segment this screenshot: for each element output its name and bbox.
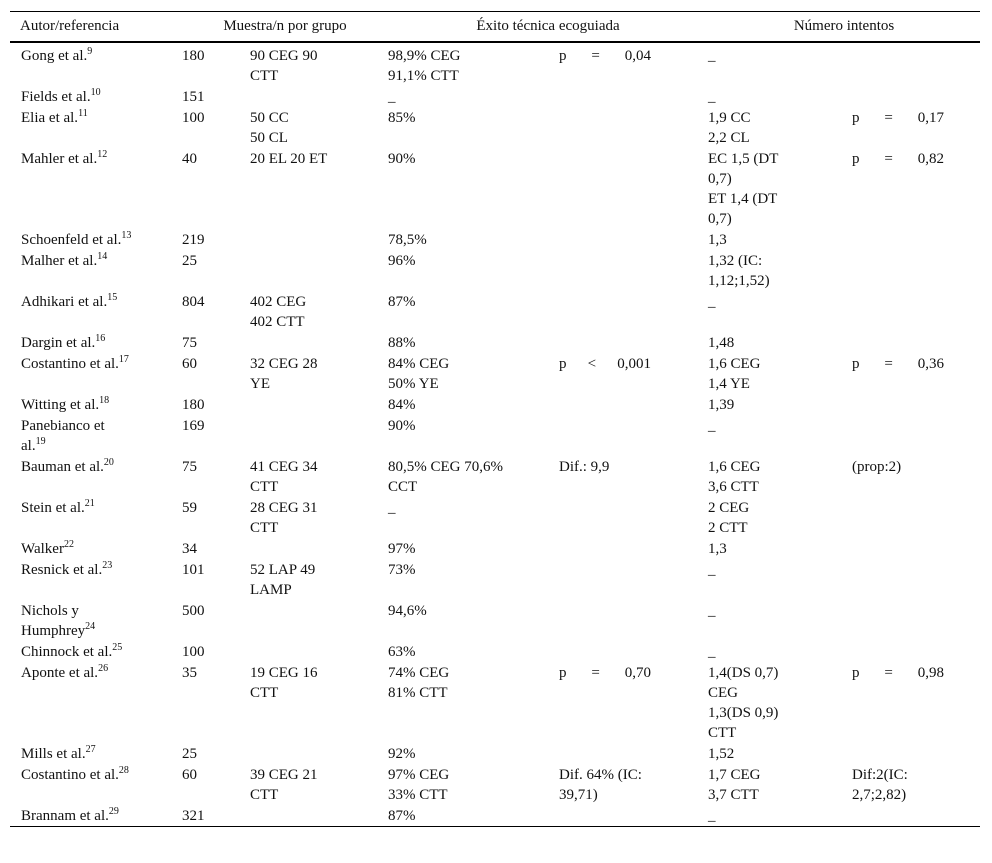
header-attempts: Número intentos: [708, 12, 980, 43]
success-cell: 84%: [388, 397, 416, 413]
studies-table: [10, 11, 980, 827]
success-stat-p-value: 0,04: [624, 48, 651, 64]
table-row: [10, 250, 980, 291]
author-name: Mills et al.: [21, 746, 86, 762]
sample-size-cell: 35: [182, 665, 197, 681]
attempts-cell: 1,3: [708, 541, 727, 557]
success-stat-cell: [559, 148, 708, 229]
table-row: [10, 229, 980, 250]
success-cell: 87%: [388, 805, 559, 827]
groups-cell: [250, 415, 388, 456]
success-stat-p-label: p: [559, 356, 567, 372]
attempts-stat-p-value: 0,36: [917, 356, 945, 372]
attempts-stat-p-label: p: [852, 151, 860, 167]
success-stat-cell: [559, 497, 708, 538]
sample-size-cell: 25: [182, 253, 197, 269]
attempts-cell: EC 1,5 (DT 0,7) ET 1,4 (DT 0,7): [708, 151, 779, 227]
sample-size-cell: 101: [182, 562, 205, 578]
success-stat-cell: [559, 332, 708, 353]
sample-size-cell: 75: [182, 335, 197, 351]
table-row: [10, 332, 980, 353]
author-cell: [10, 641, 182, 662]
table-row: [10, 107, 980, 148]
attempts-stat-pvalue: [852, 354, 944, 374]
attempts-stat-cell: [852, 229, 980, 250]
sample-size-cell: 34: [182, 541, 197, 557]
header-sample: Muestra/n por grupo: [182, 12, 388, 43]
groups-cell: 39 CEG 21 CTT: [250, 767, 318, 803]
table-row: [10, 456, 980, 497]
success-cell: 96%: [388, 253, 416, 269]
groups-cell: 52 LAP 49 LAMP: [250, 562, 316, 598]
author-cell: [10, 662, 182, 743]
reference-number: 17: [118, 354, 129, 365]
reference-number: 28: [118, 765, 129, 776]
sample-size-cell: 804: [182, 294, 205, 310]
author-name: Mahler et al.: [21, 151, 98, 167]
reference-number: 15: [107, 292, 118, 303]
author-cell: [10, 497, 182, 538]
attempts-stat-p-label: p: [852, 356, 860, 372]
attempts-cell: _: [708, 644, 716, 660]
author-name: Brannam et al.: [21, 808, 109, 824]
author-cell: [10, 743, 182, 764]
table-row: [10, 86, 980, 107]
reference-number: 12: [97, 149, 108, 160]
reference-number: 20: [103, 457, 114, 468]
attempts-stat-cell: [852, 415, 980, 456]
success-stat-pvalue: [559, 46, 651, 66]
success-cell: 97% CEG 33% CTT: [388, 767, 450, 803]
reference-number: 25: [112, 642, 123, 653]
author-name: Malher et al.: [21, 253, 98, 269]
attempts-stat-cell: [852, 86, 980, 107]
reference-number: 21: [84, 498, 95, 509]
attempts-stat-cell: [852, 641, 980, 662]
success-cell: 97%: [388, 541, 416, 557]
sample-size-cell: 25: [182, 746, 197, 762]
success-stat-cell: [559, 600, 708, 641]
reference-number: 27: [85, 744, 96, 755]
attempts-stat-cell: [852, 497, 980, 538]
success-cell: 78,5%: [388, 232, 427, 248]
success-stat-pvalue: [559, 354, 651, 374]
sample-size-cell: 59: [182, 500, 197, 516]
attempts-stat-cell: [852, 662, 980, 743]
success-cell: _: [388, 89, 396, 105]
author-name: Costantino et al.: [21, 356, 119, 372]
table-row: [10, 743, 980, 764]
author-cell: [10, 86, 182, 107]
reference-number: 18: [99, 395, 110, 406]
table-row: [10, 497, 980, 538]
sample-size-cell: 100: [182, 644, 205, 660]
reference-number: 14: [97, 251, 108, 262]
attempts-stat-pvalue: [852, 149, 944, 169]
groups-cell: [250, 743, 388, 764]
success-cell: 85%: [388, 110, 416, 126]
groups-cell: [250, 86, 388, 107]
author-cell: [10, 394, 182, 415]
groups-cell: [250, 538, 388, 559]
attempts-stat-cell: [852, 743, 980, 764]
groups-cell: 28 CEG 31 CTT: [250, 500, 318, 536]
success-stat-cell: [559, 641, 708, 662]
table-row: [10, 641, 980, 662]
author-cell: [10, 805, 182, 827]
author-name: Elia et al.: [21, 110, 79, 126]
sample-size-cell: 500: [182, 603, 205, 619]
attempts-stat-cell: [852, 148, 980, 229]
author-name: Panebianco et al.: [21, 418, 105, 454]
groups-cell: 402 CEG 402 CTT: [250, 294, 307, 330]
attempts-cell: 1,3: [708, 232, 727, 248]
groups-cell: [250, 600, 388, 641]
success-stat-pvalue: [559, 663, 651, 683]
attempts-cell: _: [708, 48, 716, 64]
groups-cell: [250, 394, 388, 415]
reference-number: 10: [90, 87, 101, 98]
attempts-stat-p-value: 0,17: [917, 110, 945, 126]
reference-number: 13: [121, 230, 132, 241]
success-stat-p-operator: =: [591, 665, 600, 681]
attempts-stat-note: (prop:2): [852, 459, 902, 475]
table-row: [10, 764, 980, 805]
success-stat-p-label: p: [559, 48, 567, 64]
sample-size-cell: 151: [182, 89, 205, 105]
attempts-stat-p-operator: =: [884, 356, 893, 372]
reference-number: 23: [102, 560, 113, 571]
attempts-stat-cell: [852, 250, 980, 291]
success-cell: 90%: [388, 418, 416, 434]
attempts-stat-p-operator: =: [884, 665, 893, 681]
table-row: [10, 42, 980, 86]
success-stat-p-operator: =: [591, 48, 600, 64]
attempts-cell: _: [708, 89, 716, 105]
attempts-cell: 1,4(DS 0,7) CEG 1,3(DS 0,9) CTT: [708, 665, 779, 741]
success-stat-cell: [559, 662, 708, 743]
success-cell: 98,9% CEG 91,1% CTT: [388, 48, 461, 84]
attempts-cell: _: [708, 603, 716, 619]
success-stat-p-operator: <: [587, 356, 597, 372]
attempts-cell: 1,39: [708, 397, 735, 413]
attempts-stat-p-value: 0,98: [917, 665, 945, 681]
reference-number: 9: [87, 46, 93, 57]
attempts-cell: 1,7 CEG 3,7 CTT: [708, 767, 761, 803]
author-cell: [10, 538, 182, 559]
attempts-cell: _: [708, 562, 716, 578]
success-cell: 73%: [388, 562, 416, 578]
attempts-stat-cell: [852, 394, 980, 415]
author-name: Dargin et al.: [21, 335, 96, 351]
header-author: Autor/referencia: [10, 12, 182, 43]
sample-size-cell: 219: [182, 232, 205, 248]
sample-size-cell: 40: [182, 151, 197, 167]
table-row: [10, 600, 980, 641]
author-name: Gong et al.: [21, 48, 88, 64]
groups-cell: 50 CC 50 CL: [250, 110, 289, 146]
author-name: Adhikari et al.: [21, 294, 108, 310]
sample-size-cell: 60: [182, 767, 197, 783]
success-cell: 87%: [388, 294, 416, 310]
attempts-stat-cell: [852, 456, 980, 497]
reference-number: 22: [63, 539, 74, 550]
attempts-stat-cell: [852, 291, 980, 332]
table-row: [10, 538, 980, 559]
success-cell: 84% CEG 50% YE: [388, 356, 450, 392]
attempts-cell: 1,48: [708, 335, 735, 351]
groups-cell: 41 CEG 34 CTT: [250, 459, 318, 495]
author-cell: [10, 332, 182, 353]
author-cell: [10, 42, 182, 86]
author-cell: [10, 291, 182, 332]
success-stat-cell: [559, 353, 708, 394]
author-name: Bauman et al.: [21, 459, 104, 475]
attempts-stat-p-value: 0,82: [917, 151, 945, 167]
groups-cell: 19 CEG 16 CTT: [250, 665, 318, 701]
attempts-cell: 1,52: [708, 746, 735, 762]
attempts-cell: 1,6 CEG 1,4 YE: [708, 356, 761, 392]
table-row: [10, 394, 980, 415]
success-stat-cell: [559, 250, 708, 291]
attempts-stat-pvalue: [852, 663, 944, 683]
attempts-stat-cell: [852, 559, 980, 600]
success-stat-cell: [559, 559, 708, 600]
table-container: [10, 11, 980, 827]
attempts-cell: 2 CEG 2 CTT: [708, 500, 750, 536]
attempts-cell: 1,9 CC 2,2 CL: [708, 110, 751, 146]
reference-number: 26: [98, 663, 109, 674]
author-name: Witting et al.: [21, 397, 100, 413]
author-cell: [10, 250, 182, 291]
author-name: Stein et al.: [21, 500, 85, 516]
author-cell: [10, 415, 182, 456]
success-stat-cell: [559, 764, 708, 805]
author-name: Aponte et al.: [21, 665, 99, 681]
attempts-cell: _: [708, 805, 852, 827]
success-cell: 88%: [388, 335, 416, 351]
author-cell: [10, 353, 182, 394]
attempts-stat-cell: [852, 332, 980, 353]
table-row: [10, 559, 980, 600]
table-header-row: [10, 12, 980, 43]
success-stat-cell: [559, 538, 708, 559]
groups-cell: 90 CEG 90 CTT: [250, 48, 318, 84]
author-name: Schoenfeld et al.: [21, 232, 122, 248]
reference-number: 19: [35, 436, 46, 447]
success-cell: 92%: [388, 746, 416, 762]
attempts-stat-pvalue: [852, 108, 944, 128]
attempts-stat-cell: [852, 600, 980, 641]
groups-cell: [250, 332, 388, 353]
attempts-stat-cell: [852, 42, 980, 86]
author-name: Resnick et al.: [21, 562, 103, 578]
table-row: [10, 415, 980, 456]
header-success: Éxito técnica ecoguiada: [388, 12, 708, 43]
table-row: [10, 291, 980, 332]
table-row: [10, 805, 980, 827]
attempts-stat-p-operator: =: [884, 151, 893, 167]
success-stat-p-value: 0,001: [617, 356, 651, 372]
attempts-cell: _: [708, 294, 716, 310]
author-name: Chinnock et al.: [21, 644, 113, 660]
attempts-stat-cell: [852, 805, 980, 827]
author-name: Walker: [21, 541, 64, 557]
attempts-stat-cell: [852, 353, 980, 394]
sample-size-cell: 321: [182, 805, 250, 827]
groups-cell: [250, 805, 388, 827]
success-stat-cell: [559, 42, 708, 86]
success-cell: 74% CEG 81% CTT: [388, 665, 450, 701]
attempts-stat-cell: [852, 107, 980, 148]
sample-size-cell: 60: [182, 356, 197, 372]
table-row: [10, 353, 980, 394]
success-stat-cell: [559, 86, 708, 107]
success-cell: 63%: [388, 644, 416, 660]
success-cell: 80,5% CEG 70,6% CCT: [388, 459, 503, 495]
reference-number: 16: [95, 333, 106, 344]
success-cell: 90%: [388, 151, 416, 167]
author-name: Costantino et al.: [21, 767, 119, 783]
success-stat-cell: [559, 456, 708, 497]
attempts-stat-p-label: p: [852, 110, 860, 126]
table-body: [10, 42, 980, 827]
groups-cell: 32 CEG 28 YE: [250, 356, 318, 392]
attempts-stat-p-label: p: [852, 665, 860, 681]
success-stat-note: Dif. 64% (IC: 39,71): [559, 767, 642, 803]
author-cell: [10, 229, 182, 250]
attempts-stat-note: Dif:2(IC: 2,7;2,82): [852, 767, 908, 803]
success-stat-note: Dif.: 9,9: [559, 459, 610, 475]
table-row: [10, 662, 980, 743]
attempts-stat-p-operator: =: [884, 110, 893, 126]
reference-number: 11: [78, 108, 88, 119]
success-stat-p-label: p: [559, 665, 567, 681]
attempts-cell: 1,6 CEG 3,6 CTT: [708, 459, 761, 495]
success-stat-p-value: 0,70: [624, 665, 651, 681]
groups-cell: [250, 641, 388, 662]
sample-size-cell: 100: [182, 110, 205, 126]
attempts-stat-cell: [852, 764, 980, 805]
sample-size-cell: 180: [182, 397, 205, 413]
groups-cell: 20 EL 20 ET: [250, 151, 328, 167]
author-cell: [10, 456, 182, 497]
author-cell: [10, 600, 182, 641]
author-name: Fields et al.: [21, 89, 91, 105]
sample-size-cell: 75: [182, 459, 197, 475]
groups-cell: [250, 250, 388, 291]
success-cell: 94,6%: [388, 603, 427, 619]
reference-number: 29: [108, 806, 119, 817]
author-cell: [10, 559, 182, 600]
success-stat-cell: [559, 743, 708, 764]
table-row: [10, 148, 980, 229]
sample-size-cell: 180: [182, 48, 205, 64]
attempts-stat-cell: [852, 538, 980, 559]
reference-number: 24: [85, 621, 96, 632]
success-stat-cell: [559, 229, 708, 250]
author-cell: [10, 107, 182, 148]
author-cell: [10, 148, 182, 229]
author-name: Nichols y Humphrey: [21, 603, 86, 639]
success-stat-cell: [559, 107, 708, 148]
success-cell: _: [388, 500, 396, 516]
sample-size-cell: 169: [182, 418, 205, 434]
success-stat-cell: [559, 291, 708, 332]
attempts-cell: 1,32 (IC: 1,12;1,52): [708, 253, 770, 289]
groups-cell: [250, 229, 388, 250]
success-stat-cell: [559, 394, 708, 415]
success-stat-cell: [559, 415, 708, 456]
success-stat-cell: [559, 805, 708, 827]
author-cell: [10, 764, 182, 805]
attempts-cell: _: [708, 418, 716, 434]
